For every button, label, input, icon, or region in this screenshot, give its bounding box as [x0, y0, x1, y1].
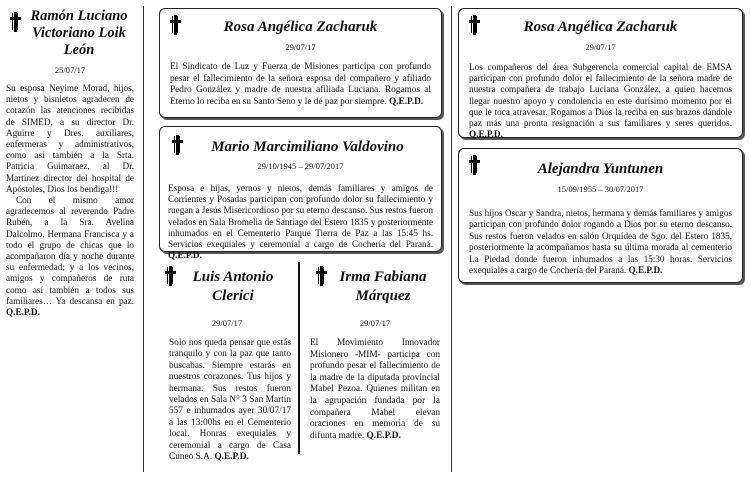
cross-icon: [467, 155, 481, 175]
column-divider: [451, 6, 452, 472]
obituary-rosa-zacharuk-emsa: [458, 8, 743, 138]
obituary-date: 25/07/17: [54, 65, 86, 75]
obituary-name: Mario Marcimiliano Valdovino: [211, 139, 404, 155]
obituary-body: Esposa e hijas, yernos y nietos, demás familiares y amigos de Corrientes y Posadas participan con profundo dolor su fallecimiento y ruegan a Jesús Misericordioso por su eterno descanso. Sus restos fueron velados en Sala Bromelia de Santiago del Estero 1835 y posteriormente inhumados en el Cementerio Parque Tierra de Paz a las 15:45 hs. Servicios exequiales y ceremonial a cargo de Cochería del Paraná. Q.E.P.D.: [168, 183, 433, 261]
obituary-ramon-loik: [6, 8, 134, 318]
obituary-mario-valdovino: [159, 126, 442, 261]
obituary-date: 29/07/17: [359, 318, 391, 328]
obituary-body: El Movimiento Innovador Misionero -MIM- participa con profundo pesar el fallecimiento de la madre de la diputada provincial Mabel Pezoa. Quienes militan en la agrupación fundada por la compañera Mabel elevan oraciones en memoria de su difunta madre. Q.E.P.D.: [310, 338, 440, 441]
obituary-body: Solo nos queda pensar que estás tranquilo y con la paz que tanto buscabas. Siempre estarás en nuestros corazones. Tus hijos y hermana. Sus restos fueron velados en Sala N° 3 San Martín 557 e inhumados ayer 30/07/17 a las 13:00hs en el Cementerio local. Honras exequiales y ceremonial a cargo de Casa Cuneo S.A. Q.E.P.D.: [169, 338, 291, 463]
cross-icon: [314, 266, 328, 286]
obituary-date: 29/07/17: [285, 42, 316, 52]
obituary-name: Ramón Luciano Victoriano Loik León: [30, 8, 128, 58]
cross-icon: [168, 15, 182, 35]
obituary-body: Su esposa Neyime Morad, hijos, nietos y bisnietos agradecen de corazón las atenciones recibidas de SIMED, a su director Dr. Aguirre y Dres. auxiliares, enfermeras y administrativos, como así también a la Srta. Patricia Guimaraez, al Dr. Martínez director del hospital de Apóstoles, Dios los bendiga!!! Con el mismo amor agradecemos al reverendo Padre Rubén, a la Sra. Avelina Dalcolmo, Hermana Francisca y a todo el grupo de chicas que lo acompañaron día y noche durante su enfermedad; y a los vecinos, amigos y compañeros de ruta como así también a todos sus familiares… Ya descansa en paz. Q.E.P.D.: [6, 83, 134, 318]
obituary-body: El Sindicato de Luz y Fuerza de Misiones participa con profundo pesar el fallecimiento de la señora esposa del compañero y afiliado Pedro González y madre de nuestra afiliada Luciana. Rogamos al Eterno lo reciba en su Santo Seno y le dé paz por siempre. Q.E.P.D.: [170, 62, 431, 107]
inner-divider: [298, 262, 300, 454]
obituary-name: Rosa Angélica Zacharuk: [523, 19, 678, 35]
cross-icon: [467, 15, 481, 35]
obituary-date: 29/07/17: [211, 318, 243, 328]
obituary-body: Sus hijos Oscar y Sandra, nietos, hermana y demás familiares y amigos participan con profundo dolor rogando a Dios por su eterno descanso. Sus restos fueron velados en salón Orquídea de Sgo. del Estero 1835, posteriormente la acompañamos hasta su última morada al cementerio La Piedad donde fueron inhumados a las 15:30 horas. Servicios exequiales a cargo de Cochería del Paraná. Q.E.P.D.: [469, 208, 732, 276]
obituary-name: Alejandra Yuntunen: [537, 161, 664, 177]
obituary-luis-clerici: [163, 264, 291, 463]
column-divider: [143, 6, 144, 472]
obituary-rosa-zacharuk-luz-y-fuerza: [159, 8, 442, 118]
obituary-irma-marquez: [310, 264, 440, 442]
cross-icon: [8, 12, 22, 32]
obituary-name: Rosa Angélica Zacharuk: [223, 19, 378, 35]
obituary-body: Los compañeros del área Subgerencia comercial capital de EMSA participan con profundo dolor el fallecimiento de la señora madre de nuestra compañera de trabajo Luciana González, a quien hacemos llegar nuestro apoyo y condolencia en este durísimo momento por el que le toca atravesar. Rogamos a Dios la reciba en sus brazos dándole paz más una pronta resignación a sus familiares y seres queridos. Q.E.P.D.: [469, 62, 732, 140]
obituary-date: 15/09/1955 – 30/07/2017: [557, 184, 644, 194]
obituary-name: Luis Antonio Clerici: [192, 269, 274, 304]
cross-icon: [170, 135, 184, 155]
obituary-name: Irma Fabiana Márquez: [339, 269, 427, 304]
obituary-date: 29/07/17: [585, 42, 616, 52]
cross-icon: [163, 266, 177, 286]
obituary-alejandra-yuntunen: [458, 148, 743, 283]
obituary-date: 29/10/1945 – 29/07/2017: [257, 161, 344, 171]
